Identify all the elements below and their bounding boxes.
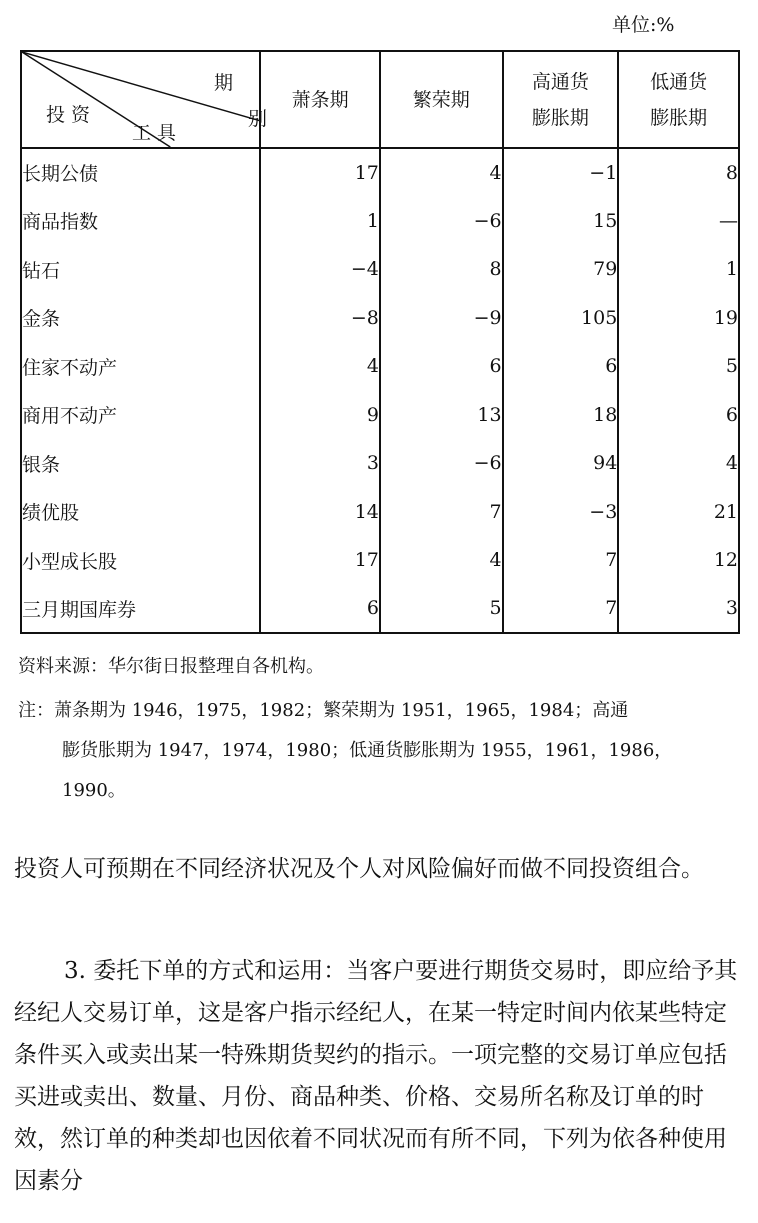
value-cell: 8 [380, 245, 503, 294]
table-row [21, 294, 739, 343]
value-cell: 14 [260, 488, 380, 537]
body-paragraph-text: 3. 委托下单的方式和运用：当客户要进行期货交易时，即应给予其经纪人交易订单，这是客户指示经纪人，在某一特定时间内依某些特定条件买入或卖出某一特殊期货契约的指示。一项完整的交易订单应包括买进或卖出、数量、月份、商品种类、价格、交易所名称及订单的时效，然订单的种类却也因依着不同状况而有所不同，下列为依各种使用因素分 [14, 958, 738, 1194]
header-period-char-2: 别 [248, 108, 268, 130]
header-period-char-1: 期 [214, 72, 234, 94]
table-row [21, 197, 739, 246]
value-cell: 17 [260, 148, 380, 197]
value-cell: 8 [618, 148, 739, 197]
value-cell: 4 [380, 536, 503, 585]
table-row [21, 536, 739, 585]
value-cell: 9 [260, 391, 380, 440]
footnote [18, 691, 740, 811]
column-header: 萧条期 [260, 51, 380, 148]
value-cell: 7 [380, 488, 503, 537]
value-cell: −9 [380, 294, 503, 343]
row-label: 住家不动产 [22, 356, 118, 379]
value-cell: −1 [503, 148, 619, 197]
table-row [21, 148, 739, 197]
row-label: 商品指数 [22, 211, 99, 234]
table-row [21, 342, 739, 391]
value-cell: 4 [380, 148, 503, 197]
value-cell: 6 [260, 585, 380, 634]
row-label: 银条 [22, 453, 61, 476]
value-cell: 18 [503, 391, 619, 440]
value-cell: 1 [260, 197, 380, 246]
diagonal-header-cell [21, 51, 268, 148]
value-cell: 5 [380, 585, 503, 634]
value-cell: 5 [618, 342, 739, 391]
value-cell: 19 [618, 294, 739, 343]
value-cell: 17 [260, 536, 380, 585]
value-cell: 15 [503, 197, 619, 246]
column-header: 高通货 膨胀期 [503, 51, 619, 148]
body-paragraph: 投资人可预期在不同经济状况及个人对风险偏好而做不同投资组合。 [14, 856, 704, 882]
row-label: 钻石 [22, 259, 61, 282]
value-cell: −4 [260, 245, 380, 294]
header-tool-part-1: 投 资 [46, 104, 91, 126]
value-cell: 7 [503, 585, 619, 634]
row-label: 三月期国库券 [22, 598, 137, 621]
value-cell: 7 [503, 536, 619, 585]
value-cell: 1 [618, 245, 739, 294]
value-cell: 3 [618, 585, 739, 634]
table-row [21, 391, 739, 440]
column-header: 低通货 膨胀期 [618, 51, 739, 148]
row-label: 绩优股 [22, 502, 80, 525]
value-cell: 12 [618, 536, 739, 585]
value-cell: 6 [618, 391, 739, 440]
table-row [21, 439, 739, 488]
footnote-line: 膨货胀期为 1947，1974，1980；低通货膨胀期为 1955，1961，1986， [62, 740, 673, 761]
row-label: 长期公债 [22, 163, 99, 186]
value-cell: −6 [380, 197, 503, 246]
column-header: 繁荣期 [380, 51, 503, 148]
footnote-line: 注：萧条期为 1946，1975，1982；繁荣期为 1951，1965，1984；高通 [18, 700, 629, 721]
source-note: 资料来源：华尔街日报整理自各机构。 [18, 656, 324, 677]
table-row [21, 245, 739, 294]
footnote-line: 1990。 [62, 780, 126, 801]
value-cell: — [618, 197, 739, 246]
header-tool-part-2: 工 具 [132, 122, 177, 144]
value-cell: 79 [503, 245, 619, 294]
body-paragraph [14, 950, 742, 1202]
value-cell: 6 [503, 342, 619, 391]
value-cell: −6 [380, 439, 503, 488]
table-row [21, 585, 739, 634]
value-cell: −3 [503, 488, 619, 537]
value-cell: 4 [618, 439, 739, 488]
value-cell: 4 [260, 342, 380, 391]
value-cell: 94 [503, 439, 619, 488]
investment-returns-table [20, 50, 740, 634]
table-body [21, 148, 739, 633]
value-cell: 21 [618, 488, 739, 537]
table-header-row [21, 51, 739, 148]
unit-label: 单位:% [612, 14, 675, 36]
value-cell: 13 [380, 391, 503, 440]
value-cell: 105 [503, 294, 619, 343]
row-label: 金条 [22, 308, 61, 331]
value-cell: −8 [260, 294, 380, 343]
table-row [21, 488, 739, 537]
row-label: 商用不动产 [22, 405, 118, 428]
value-cell: 6 [380, 342, 503, 391]
row-label: 小型成长股 [22, 550, 118, 573]
value-cell: 3 [260, 439, 380, 488]
